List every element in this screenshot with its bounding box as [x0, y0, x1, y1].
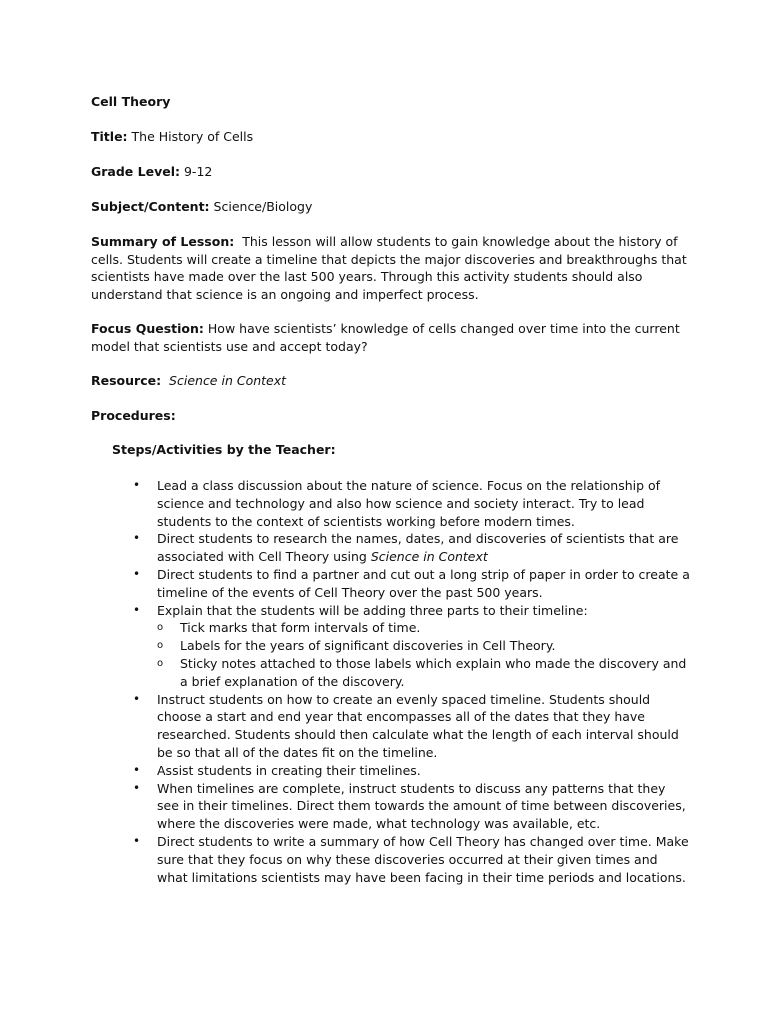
resource-label: Resource:: [91, 373, 162, 388]
bullet-icon: •: [133, 691, 141, 706]
title-field: [91, 128, 691, 146]
bullet-icon: •: [133, 602, 141, 617]
sub-list-item: [157, 655, 691, 691]
list-item: [133, 780, 691, 833]
subject-field: [91, 198, 691, 216]
list-item: [133, 477, 691, 530]
step-text: Assist students in creating their timelines.: [157, 762, 421, 778]
grade-level-label: Grade Level:: [91, 164, 180, 179]
sub-step-text: Sticky notes attached to those labels which explain who made the discovery and a brief explanation of the discovery.: [180, 655, 687, 689]
grade-level-value: 9-12: [183, 164, 213, 179]
step-text: Direct students to research the names, dates, and discoveries of scientists that are associated with Cell Theory using: [157, 531, 679, 565]
steps-heading: Steps/Activities by the Teacher:: [112, 442, 336, 457]
sub-bullet-icon: o: [157, 640, 164, 652]
step-text: Direct students to write a summary of how Cell Theory has changed over time. Make sure that they focus on why these discoveries occurred at their given times and what limitations scientists may have been facing in their time periods and locations.: [157, 833, 689, 885]
grade-level-field: [91, 163, 691, 181]
sub-bullet-icon: o: [157, 622, 164, 634]
list-item: [133, 762, 691, 780]
bullet-icon: •: [133, 531, 141, 546]
sub-list-item: [157, 637, 691, 655]
bullet-icon: •: [133, 762, 141, 777]
sub-bullet-icon: o: [157, 657, 164, 669]
sub-step-text: Tick marks that form intervals of time.: [180, 620, 421, 636]
title-value: The History of Cells: [131, 129, 254, 144]
procedures-heading: Procedures:: [91, 408, 176, 423]
step-italic-text: Science in Context: [370, 549, 488, 565]
steps-list: [91, 477, 691, 886]
list-item: [133, 566, 691, 602]
resource-field: [91, 372, 691, 390]
bullet-icon: •: [133, 780, 141, 795]
bullet-icon: •: [133, 566, 141, 581]
focus-question-label: Focus Question:: [91, 321, 204, 336]
step-text: Direct students to find a partner and cut out a long strip of paper in order to create a timeline of the events of Cell Theory over the past 500 years.: [157, 566, 690, 600]
bullet-icon: •: [133, 478, 141, 492]
step-text: Explain that the students will be adding three parts to their timeline:: [157, 602, 588, 618]
step-text: Lead a class discussion about the nature of science. Focus on the relationship of science and technology and also how science and society interact. Try to lead students to the context of scientists working before modern times.: [157, 478, 661, 529]
list-item: [133, 691, 691, 762]
summary-value: This lesson will allow students to gain knowledge about the history of cells. Students will create a timeline that depicts the major discoveries and breakthroughs that scientists have made over the last 500 years. Through this activity students should also understand that science is an ongoing and imperfect process.: [91, 234, 687, 302]
list-item: [133, 530, 691, 566]
resource-value: Science in Context: [169, 373, 287, 388]
list-item: [133, 833, 691, 886]
subject-label: Subject/Content:: [91, 199, 210, 214]
step-text: When timelines are complete, instruct students to discuss any patterns that they see in their timelines. Direct them towards the amount of time between discoveries, where the discoveries were made, what technology was available, etc.: [157, 780, 686, 832]
focus-question-field: [91, 320, 691, 355]
document-heading: Cell Theory: [91, 94, 171, 109]
sub-step-text: Labels for the years of significant discoveries in Cell Theory.: [180, 638, 556, 654]
summary-label: Summary of Lesson:: [91, 234, 235, 249]
lesson-plan: [91, 93, 691, 886]
summary-field: [91, 233, 691, 303]
subject-value: Science/Biology: [213, 199, 313, 214]
focus-question-value: How have scientists’ knowledge of cells changed over time into the current model that scientists use and accept today?: [91, 321, 680, 354]
sub-list-item: [157, 619, 691, 637]
bullet-icon: •: [133, 833, 141, 848]
title-label: Title:: [91, 129, 128, 144]
list-item: [133, 602, 691, 691]
step-text: Instruct students on how to create an evenly spaced timeline. Students should choose a start and end year that encompasses all of the dates that they have researched. Students should then calculate what the length of each interval should be so that all of the dates fit on the timeline.: [157, 691, 679, 760]
sub-list: [157, 619, 691, 690]
